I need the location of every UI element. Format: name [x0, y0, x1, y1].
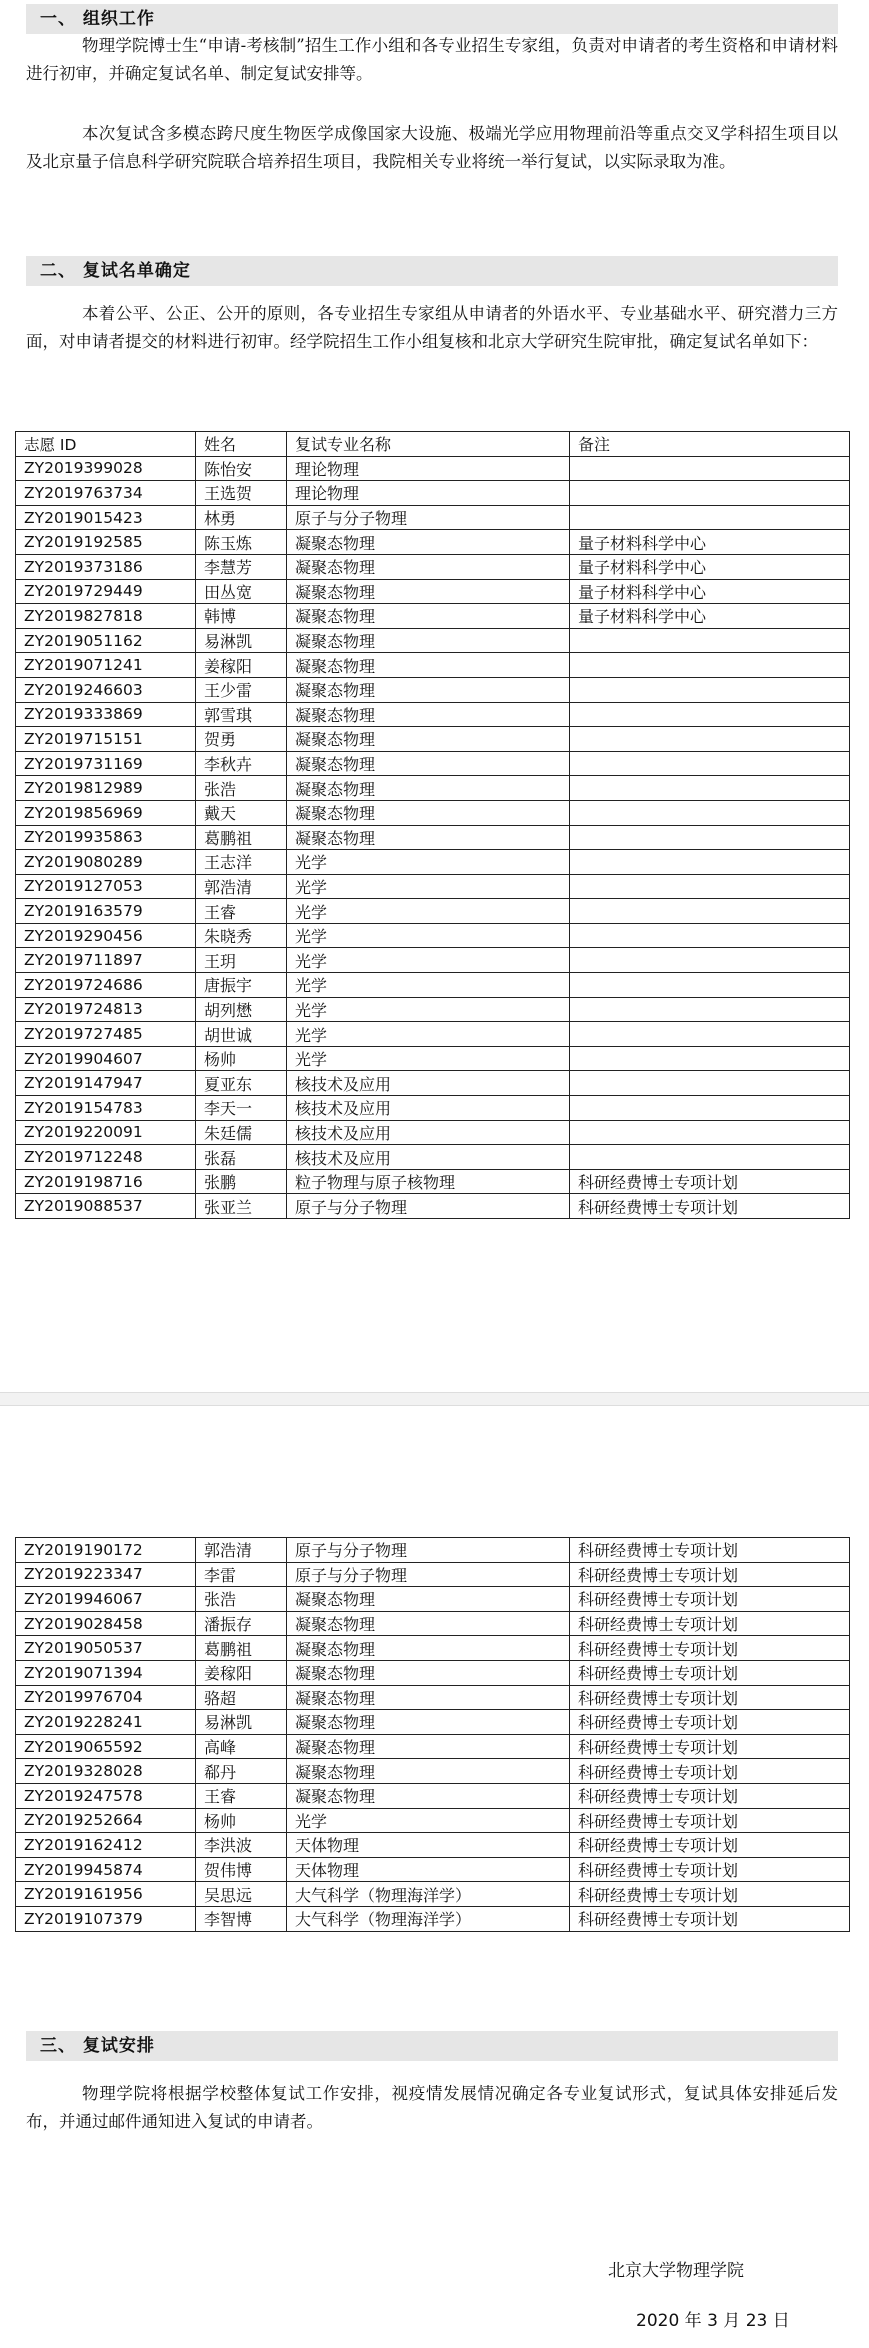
table-row — [16, 874, 850, 899]
table-row — [16, 554, 850, 579]
cell-note — [570, 1096, 850, 1121]
cell-major: 天体物理 — [287, 1833, 570, 1858]
table-row — [16, 1538, 850, 1563]
cell-id: ZY2019163579 — [16, 899, 196, 924]
table-row — [16, 1710, 850, 1735]
cell-name: 骆超 — [196, 1685, 287, 1710]
cell-name: 胡列懋 — [196, 997, 287, 1022]
cell-major: 大气科学（物理海洋学） — [287, 1882, 570, 1907]
cell-note — [570, 456, 850, 481]
section-heading-shortlist: 二、 复试名单确定 — [26, 256, 838, 286]
cell-note — [570, 948, 850, 973]
cell-note — [570, 923, 850, 948]
cell-major: 光学 — [287, 1022, 570, 1047]
cell-id: ZY2019935863 — [16, 825, 196, 850]
cell-name: 唐振宇 — [196, 973, 287, 998]
cell-name: 李洪波 — [196, 1833, 287, 1858]
cell-id: ZY2019290456 — [16, 923, 196, 948]
cell-name: 张磊 — [196, 1145, 287, 1170]
cell-id: ZY2019088537 — [16, 1194, 196, 1219]
cell-note — [570, 1120, 850, 1145]
cell-major: 原子与分子物理 — [287, 1562, 570, 1587]
cell-note — [570, 727, 850, 752]
table-row — [16, 997, 850, 1022]
cell-id: ZY2019724686 — [16, 973, 196, 998]
cell-id: ZY2019727485 — [16, 1022, 196, 1047]
cell-note — [570, 1022, 850, 1047]
cell-major: 凝聚态物理 — [287, 751, 570, 776]
shortlist-table-part-1 — [15, 431, 850, 1219]
cell-name: 贺伟博 — [196, 1857, 287, 1882]
cell-major: 天体物理 — [287, 1857, 570, 1882]
cell-major: 理论物理 — [287, 456, 570, 481]
cell-id: ZY2019154783 — [16, 1096, 196, 1121]
cell-note — [570, 677, 850, 702]
table-row — [16, 1611, 850, 1636]
table-row — [16, 481, 850, 506]
cell-id: ZY2019190172 — [16, 1538, 196, 1563]
cell-name: 李雷 — [196, 1562, 287, 1587]
cell-major: 凝聚态物理 — [287, 604, 570, 629]
cell-id: ZY2019856969 — [16, 800, 196, 825]
table-row — [16, 1071, 850, 1096]
cell-name: 李天一 — [196, 1096, 287, 1121]
cell-note — [570, 628, 850, 653]
cell-name: 王睿 — [196, 899, 287, 924]
table-row — [16, 1759, 850, 1784]
cell-major: 凝聚态物理 — [287, 1660, 570, 1685]
table-row — [16, 1808, 850, 1833]
cell-major: 凝聚态物理 — [287, 727, 570, 752]
cell-major: 凝聚态物理 — [287, 1783, 570, 1808]
cell-note — [570, 702, 850, 727]
cell-id: ZY2019946067 — [16, 1587, 196, 1612]
table-row — [16, 923, 850, 948]
cell-major: 原子与分子物理 — [287, 1538, 570, 1563]
cell-note — [570, 751, 850, 776]
cell-note — [570, 850, 850, 875]
column-header-id: 志愿 ID — [16, 432, 196, 457]
cell-id: ZY2019812989 — [16, 776, 196, 801]
cell-id: ZY2019198716 — [16, 1169, 196, 1194]
table-row — [16, 604, 850, 629]
table-row — [16, 751, 850, 776]
cell-note: 科研经费博士专项计划 — [570, 1783, 850, 1808]
cell-id: ZY2019065592 — [16, 1734, 196, 1759]
cell-name: 郗丹 — [196, 1759, 287, 1784]
cell-note: 量子材料科学中心 — [570, 530, 850, 555]
table-row — [16, 702, 850, 727]
cell-major: 凝聚态物理 — [287, 1710, 570, 1735]
cell-note: 科研经费博士专项计划 — [570, 1562, 850, 1587]
cell-major: 光学 — [287, 850, 570, 875]
cell-name: 葛鹏祖 — [196, 1636, 287, 1661]
cell-name: 易淋凯 — [196, 628, 287, 653]
cell-major: 光学 — [287, 973, 570, 998]
cell-major: 凝聚态物理 — [287, 776, 570, 801]
cell-major: 原子与分子物理 — [287, 505, 570, 530]
cell-name: 吴思远 — [196, 1882, 287, 1907]
table-body-part-2 — [16, 1538, 850, 1932]
cell-name: 李秋卉 — [196, 751, 287, 776]
table-row — [16, 825, 850, 850]
paragraph-organization-1: 物理学院博士生“申请-考核制”招生工作小组和各专业招生专家组，负责对申请者的考生资格和申请材料进行初审，并确定复试名单、制定复试安排等。 — [26, 36, 838, 83]
cell-name: 葛鹏祖 — [196, 825, 287, 850]
cell-note: 科研经费博士专项计划 — [570, 1636, 850, 1661]
table-row — [16, 1882, 850, 1907]
cell-name: 陈玉炼 — [196, 530, 287, 555]
cell-name: 郭雪琪 — [196, 702, 287, 727]
table-row — [16, 1562, 850, 1587]
cell-note — [570, 505, 850, 530]
cell-note: 科研经费博士专项计划 — [570, 1734, 850, 1759]
cell-name: 杨帅 — [196, 1046, 287, 1071]
cell-major: 核技术及应用 — [287, 1096, 570, 1121]
cell-major: 凝聚态物理 — [287, 800, 570, 825]
cell-note: 量子材料科学中心 — [570, 554, 850, 579]
cell-note — [570, 825, 850, 850]
cell-id: ZY2019107379 — [16, 1906, 196, 1931]
cell-major: 凝聚态物理 — [287, 825, 570, 850]
cell-name: 张亚兰 — [196, 1194, 287, 1219]
cell-id: ZY2019161956 — [16, 1882, 196, 1907]
cell-note: 科研经费博士专项计划 — [570, 1833, 850, 1858]
cell-id: ZY2019028458 — [16, 1611, 196, 1636]
table-row — [16, 850, 850, 875]
cell-name: 王志洋 — [196, 850, 287, 875]
cell-note: 科研经费博士专项计划 — [570, 1169, 850, 1194]
cell-major: 光学 — [287, 923, 570, 948]
cell-note: 量子材料科学中心 — [570, 579, 850, 604]
cell-major: 凝聚态物理 — [287, 530, 570, 555]
paragraph-schedule: 物理学院将根据学校整体复试工作安排，视疫情发展情况确定各专业复试形式，复试具体安排延后发布，并通过邮件通知进入复试的申请者。 — [26, 2084, 838, 2131]
cell-id: ZY2019731169 — [16, 751, 196, 776]
cell-note — [570, 653, 850, 678]
cell-name: 韩博 — [196, 604, 287, 629]
cell-id: ZY2019715151 — [16, 727, 196, 752]
cell-note — [570, 1046, 850, 1071]
cell-major: 光学 — [287, 1046, 570, 1071]
cell-id: ZY2019228241 — [16, 1710, 196, 1735]
cell-note: 科研经费博士专项计划 — [570, 1710, 850, 1735]
table-row — [16, 456, 850, 481]
cell-id: ZY2019711897 — [16, 948, 196, 973]
cell-id: ZY2019220091 — [16, 1120, 196, 1145]
cell-note — [570, 481, 850, 506]
cell-name: 朱廷儒 — [196, 1120, 287, 1145]
cell-note — [570, 776, 850, 801]
cell-name: 李智博 — [196, 1906, 287, 1931]
cell-id: ZY2019976704 — [16, 1685, 196, 1710]
cell-major: 光学 — [287, 948, 570, 973]
cell-name: 李慧芳 — [196, 554, 287, 579]
cell-id: ZY2019051162 — [16, 628, 196, 653]
cell-name: 姜稼阳 — [196, 653, 287, 678]
cell-name: 张浩 — [196, 1587, 287, 1612]
cell-id: ZY2019246603 — [16, 677, 196, 702]
table-row — [16, 800, 850, 825]
table-row — [16, 1096, 850, 1121]
cell-id: ZY2019080289 — [16, 850, 196, 875]
cell-note — [570, 1145, 850, 1170]
table-row — [16, 530, 850, 555]
cell-id: ZY2019399028 — [16, 456, 196, 481]
cell-major: 凝聚态物理 — [287, 579, 570, 604]
table-row — [16, 653, 850, 678]
cell-name: 郭浩清 — [196, 874, 287, 899]
cell-id: ZY2019071394 — [16, 1660, 196, 1685]
cell-major: 凝聚态物理 — [287, 702, 570, 727]
table-row — [16, 677, 850, 702]
cell-name: 王选贺 — [196, 481, 287, 506]
cell-name: 郭浩清 — [196, 1538, 287, 1563]
cell-note: 科研经费博士专项计划 — [570, 1808, 850, 1833]
cell-major: 凝聚态物理 — [287, 1587, 570, 1612]
table-row — [16, 1857, 850, 1882]
cell-major: 凝聚态物理 — [287, 1636, 570, 1661]
table-row — [16, 1636, 850, 1661]
cell-major: 光学 — [287, 899, 570, 924]
cell-major: 凝聚态物理 — [287, 1611, 570, 1636]
cell-note: 科研经费博士专项计划 — [570, 1194, 850, 1219]
table-row — [16, 1120, 850, 1145]
cell-note: 科研经费博士专项计划 — [570, 1587, 850, 1612]
cell-name: 杨帅 — [196, 1808, 287, 1833]
table-header-row — [16, 432, 850, 457]
cell-major: 凝聚态物理 — [287, 653, 570, 678]
cell-note: 科研经费博士专项计划 — [570, 1882, 850, 1907]
table-body-part-1 — [16, 456, 850, 1218]
table-row — [16, 628, 850, 653]
cell-note — [570, 1071, 850, 1096]
cell-id: ZY2019729449 — [16, 579, 196, 604]
cell-note: 科研经费博士专项计划 — [570, 1538, 850, 1563]
cell-note: 科研经费博士专项计划 — [570, 1685, 850, 1710]
table-row — [16, 1194, 850, 1219]
table-row — [16, 1783, 850, 1808]
cell-name: 朱晓秀 — [196, 923, 287, 948]
table-row — [16, 1660, 850, 1685]
table-row — [16, 1145, 850, 1170]
cell-note: 科研经费博士专项计划 — [570, 1611, 850, 1636]
table-row — [16, 899, 850, 924]
cell-id: ZY2019763734 — [16, 481, 196, 506]
cell-major: 粒子物理与原子核物理 — [287, 1169, 570, 1194]
cell-name: 姜稼阳 — [196, 1660, 287, 1685]
table-row — [16, 1906, 850, 1931]
cell-id: ZY2019015423 — [16, 505, 196, 530]
cell-id: ZY2019192585 — [16, 530, 196, 555]
table-row — [16, 505, 850, 530]
cell-major: 凝聚态物理 — [287, 1685, 570, 1710]
cell-id: ZY2019050537 — [16, 1636, 196, 1661]
cell-id: ZY2019328028 — [16, 1759, 196, 1784]
cell-major: 光学 — [287, 997, 570, 1022]
cell-major: 凝聚态物理 — [287, 554, 570, 579]
cell-name: 王睿 — [196, 1783, 287, 1808]
cell-name: 戴天 — [196, 800, 287, 825]
column-header-major: 复试专业名称 — [287, 432, 570, 457]
cell-name: 夏亚东 — [196, 1071, 287, 1096]
cell-major: 理论物理 — [287, 481, 570, 506]
cell-id: ZY2019724813 — [16, 997, 196, 1022]
table-row — [16, 1587, 850, 1612]
cell-id: ZY2019827818 — [16, 604, 196, 629]
cell-name: 林勇 — [196, 505, 287, 530]
cell-major: 光学 — [287, 1808, 570, 1833]
cell-name: 易淋凯 — [196, 1710, 287, 1735]
cell-major: 凝聚态物理 — [287, 628, 570, 653]
cell-note — [570, 973, 850, 998]
column-header-note: 备注 — [570, 432, 850, 457]
cell-major: 凝聚态物理 — [287, 677, 570, 702]
cell-name: 高峰 — [196, 1734, 287, 1759]
cell-note — [570, 800, 850, 825]
cell-major: 核技术及应用 — [287, 1071, 570, 1096]
page-break — [0, 1392, 869, 1406]
table-row — [16, 973, 850, 998]
cell-id: ZY2019071241 — [16, 653, 196, 678]
cell-id: ZY2019373186 — [16, 554, 196, 579]
cell-note: 量子材料科学中心 — [570, 604, 850, 629]
table-row — [16, 579, 850, 604]
cell-id: ZY2019252664 — [16, 1808, 196, 1833]
table-row — [16, 948, 850, 973]
cell-major: 原子与分子物理 — [287, 1194, 570, 1219]
cell-name: 张鹏 — [196, 1169, 287, 1194]
cell-note — [570, 874, 850, 899]
table-row — [16, 1685, 850, 1710]
paragraph-organization-2: 本次复试含多模态跨尺度生物医学成像国家大设施、极端光学应用物理前沿等重点交叉学科招生项目以及北京量子信息科学研究院联合培养招生项目，我院相关专业将统一举行复试，以实际录取为准。 — [26, 124, 838, 171]
shortlist-table-part-2 — [15, 1537, 850, 1932]
cell-name: 胡世诚 — [196, 1022, 287, 1047]
cell-major: 光学 — [287, 874, 570, 899]
cell-major: 核技术及应用 — [287, 1120, 570, 1145]
cell-name: 王少雷 — [196, 677, 287, 702]
cell-major: 凝聚态物理 — [287, 1734, 570, 1759]
cell-note: 科研经费博士专项计划 — [570, 1906, 850, 1931]
cell-id: ZY2019333869 — [16, 702, 196, 727]
cell-id: ZY2019147947 — [16, 1071, 196, 1096]
cell-note: 科研经费博士专项计划 — [570, 1857, 850, 1882]
cell-name: 潘振存 — [196, 1611, 287, 1636]
cell-id: ZY2019223347 — [16, 1562, 196, 1587]
paragraph-shortlist: 本着公平、公正、公开的原则，各专业招生专家组从申请者的外语水平、专业基础水平、研究潜力三方面，对申请者提交的材料进行初审。经学院招生工作小组复核和北京大学研究生院审批，确定复试名单如下： — [26, 304, 838, 351]
table-row — [16, 1833, 850, 1858]
cell-major: 大气科学（物理海洋学） — [287, 1906, 570, 1931]
table-row — [16, 1022, 850, 1047]
section-heading-organization: 一、 组织工作 — [26, 4, 838, 34]
cell-id: ZY2019904607 — [16, 1046, 196, 1071]
cell-name: 田丛宽 — [196, 579, 287, 604]
cell-name: 陈怡安 — [196, 456, 287, 481]
cell-note — [570, 997, 850, 1022]
cell-major: 核技术及应用 — [287, 1145, 570, 1170]
section-heading-schedule: 三、 复试安排 — [26, 2031, 838, 2061]
cell-id: ZY2019127053 — [16, 874, 196, 899]
table-row — [16, 727, 850, 752]
cell-id: ZY2019712248 — [16, 1145, 196, 1170]
table-row — [16, 776, 850, 801]
column-header-name: 姓名 — [196, 432, 287, 457]
cell-id: ZY2019162412 — [16, 1833, 196, 1858]
cell-name: 王玥 — [196, 948, 287, 973]
table-row — [16, 1734, 850, 1759]
signature-date: 2020 年 3 月 23 日 — [636, 2311, 790, 2331]
signature-org: 北京大学物理学院 — [608, 2261, 744, 2281]
cell-id: ZY2019247578 — [16, 1783, 196, 1808]
cell-note: 科研经费博士专项计划 — [570, 1660, 850, 1685]
cell-major: 凝聚态物理 — [287, 1759, 570, 1784]
table-row — [16, 1169, 850, 1194]
cell-id: ZY2019945874 — [16, 1857, 196, 1882]
cell-name: 张浩 — [196, 776, 287, 801]
cell-note: 科研经费博士专项计划 — [570, 1759, 850, 1784]
table-row — [16, 1046, 850, 1071]
cell-name: 贺勇 — [196, 727, 287, 752]
cell-note — [570, 899, 850, 924]
